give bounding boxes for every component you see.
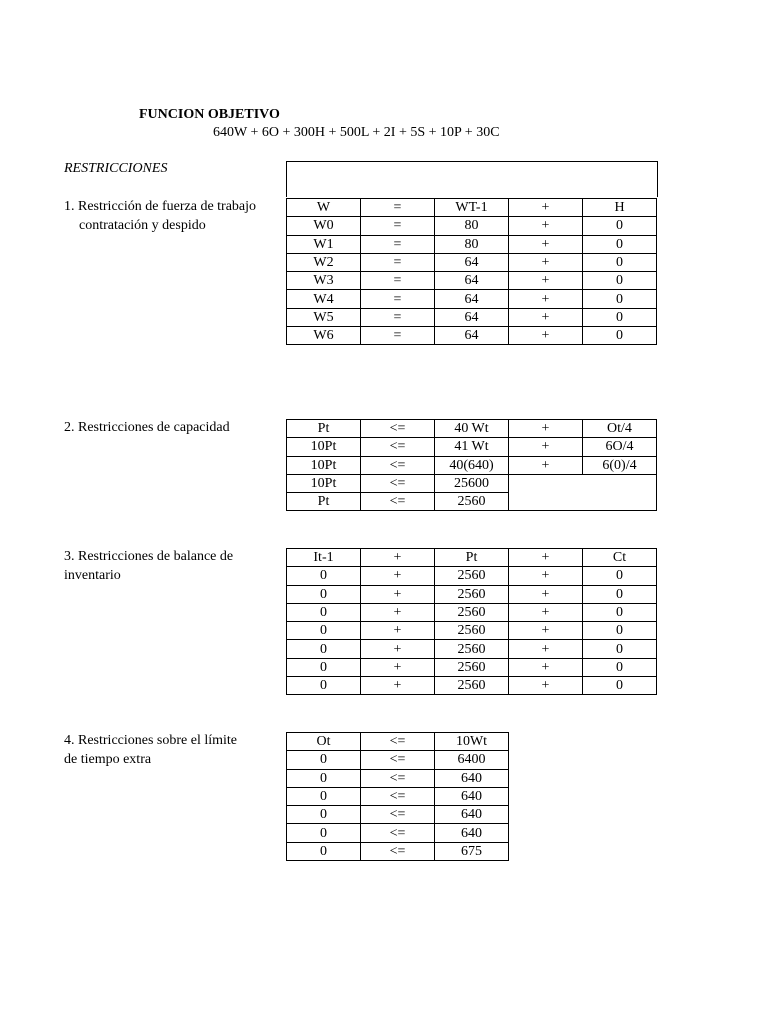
table-cell: 6O/4 [583,438,657,456]
table-cell: 0 [583,677,657,695]
table-cell: <= [361,474,435,492]
table-cell: W1 [287,235,361,253]
table-cell: 0 [287,842,361,860]
table-cell: = [361,327,435,345]
table-cell: WT-1 [435,199,509,217]
table-cell: + [509,235,583,253]
table-row [287,420,657,438]
table-row [287,733,509,751]
table-cell: + [361,603,435,621]
table-cell: + [509,199,583,217]
table-row [287,327,657,345]
table-cell: 10Pt [287,438,361,456]
table-row [287,622,657,640]
header-box [286,161,658,197]
table-cell: 25600 [435,474,509,492]
table-cell: Ot [287,733,361,751]
table-cell: 6(0)/4 [583,456,657,474]
table-row [287,438,657,456]
table-cell: + [509,290,583,308]
inventory-table [286,548,657,695]
table-cell: <= [361,806,435,824]
table-cell: Pt [435,549,509,567]
table-cell: 2560 [435,640,509,658]
table-cell: 2560 [435,603,509,621]
table-cell: <= [361,420,435,438]
table-cell: + [509,622,583,640]
table-cell: 80 [435,235,509,253]
table-cell: + [361,622,435,640]
table-cell: <= [361,824,435,842]
table-cell: 2560 [435,567,509,585]
table-cell: + [509,327,583,345]
table-cell: 10Pt [287,456,361,474]
table-cell: 640 [435,769,509,787]
table-cell: = [361,217,435,235]
table-cell: + [361,549,435,567]
table-cell: = [361,235,435,253]
table-row [287,806,509,824]
table-cell: 0 [583,327,657,345]
table-cell: + [509,549,583,567]
table-cell: 0 [583,640,657,658]
table-cell: 6400 [435,751,509,769]
table-cell: 0 [287,603,361,621]
section-1-label-line2: contratación y despido [79,217,206,233]
restrictions-heading: RESTRICCIONES [64,161,168,176]
table-cell: 0 [583,253,657,271]
table-cell: 0 [287,585,361,603]
table-cell: 0 [583,290,657,308]
table-row [287,567,657,585]
table-cell: + [509,420,583,438]
table-cell: + [509,677,583,695]
table-cell: = [361,253,435,271]
section-2-label [64,419,279,438]
table-row [287,456,657,474]
table-row [287,824,509,842]
capacity-table [286,419,657,511]
table-cell: 640 [435,824,509,842]
table-cell: + [509,308,583,326]
table-row [287,253,657,271]
empty-merged-cell [509,474,657,511]
table-cell: 0 [287,677,361,695]
table-row [287,585,657,603]
table-cell: <= [361,733,435,751]
table-row [287,474,657,492]
table-cell: 0 [287,640,361,658]
section-3-label [64,548,279,585]
table-cell: 640 [435,787,509,805]
table-cell: W [287,199,361,217]
table-cell: Pt [287,420,361,438]
section-3-label-line2: inventario [64,567,121,583]
table-cell: 10Pt [287,474,361,492]
table-cell: 0 [583,272,657,290]
table-cell: 0 [583,603,657,621]
table-cell: 64 [435,327,509,345]
table-cell: 41 Wt [435,438,509,456]
table-cell: 0 [583,217,657,235]
table-cell: 675 [435,842,509,860]
table-cell: Pt [287,493,361,511]
table-cell: 80 [435,217,509,235]
table-cell: 0 [287,787,361,805]
table-cell: <= [361,842,435,860]
table-cell: + [361,677,435,695]
table-cell: 2560 [435,658,509,676]
table-row [287,235,657,253]
table-cell: W0 [287,217,361,235]
table-row [287,658,657,676]
table-cell: Ct [583,549,657,567]
table-cell: <= [361,438,435,456]
table-cell: 0 [287,567,361,585]
table-cell: + [509,658,583,676]
table-cell: 2560 [435,493,509,511]
table-cell: 0 [583,235,657,253]
table-row [287,290,657,308]
objective-title: FUNCION OBJETIVO [139,107,280,122]
table-cell: 0 [287,751,361,769]
table-cell: W2 [287,253,361,271]
table-cell: + [361,640,435,658]
section-2-label-line1: 2. Restricciones de capacidad [64,420,230,435]
table-cell: <= [361,493,435,511]
table-cell: + [509,640,583,658]
table-cell: + [361,567,435,585]
table-row [287,272,657,290]
table-row [287,603,657,621]
table-cell: 40 Wt [435,420,509,438]
table-cell: 0 [287,824,361,842]
table-row [287,199,657,217]
table-cell: = [361,199,435,217]
table-cell: + [509,438,583,456]
section-1-label-line1: 1. Restricción de fuerza de trabajo [64,199,257,214]
table-cell: 64 [435,253,509,271]
table-cell: 40(640) [435,456,509,474]
objective-formula: 640W + 6O + 300H + 500L + 2I + 5S + 10P + 30C [213,125,500,140]
table-row [287,787,509,805]
table-cell: <= [361,769,435,787]
section-1-label [64,198,279,235]
section-4-label-line2: de tiempo extra [64,751,152,767]
table-row [287,842,509,860]
table-row [287,751,509,769]
table-cell: + [509,585,583,603]
table-cell: W3 [287,272,361,290]
table-cell: 0 [583,622,657,640]
table-cell: It-1 [287,549,361,567]
workforce-table [286,198,657,345]
table-cell: + [509,272,583,290]
table-cell: + [509,603,583,621]
table-cell: = [361,272,435,290]
table-cell: + [361,585,435,603]
table-row [287,640,657,658]
table-cell: <= [361,751,435,769]
table-cell: 0 [287,622,361,640]
table-cell: 2560 [435,585,509,603]
table-cell: = [361,308,435,326]
table-row [287,217,657,235]
table-cell: 0 [583,567,657,585]
table-row [287,769,509,787]
section-3-label-line1: 3. Restricciones de balance de [64,549,234,564]
section-4-label [64,732,279,769]
table-cell: 64 [435,308,509,326]
overtime-table [286,732,509,861]
table-cell: 0 [583,585,657,603]
table-cell: 2560 [435,677,509,695]
table-cell: <= [361,787,435,805]
table-cell: + [509,567,583,585]
table-cell: 0 [287,769,361,787]
table-cell: + [361,658,435,676]
table-cell: 64 [435,290,509,308]
table-cell: W5 [287,308,361,326]
table-cell: W6 [287,327,361,345]
table-cell: 0 [287,658,361,676]
table-cell: 0 [583,308,657,326]
table-row [287,549,657,567]
table-cell: Ot/4 [583,420,657,438]
table-cell: 2560 [435,622,509,640]
table-cell: + [509,456,583,474]
table-cell: W4 [287,290,361,308]
table-row [287,677,657,695]
table-cell: <= [361,456,435,474]
section-4-label-line1: 4. Restricciones sobre el límite [64,733,238,748]
table-cell: H [583,199,657,217]
table-row [287,308,657,326]
table-cell: 64 [435,272,509,290]
table-cell: + [509,217,583,235]
table-cell: 640 [435,806,509,824]
table-cell: 10Wt [435,733,509,751]
table-cell: + [509,253,583,271]
table-cell: = [361,290,435,308]
table-cell: 0 [287,806,361,824]
table-cell: 0 [583,658,657,676]
